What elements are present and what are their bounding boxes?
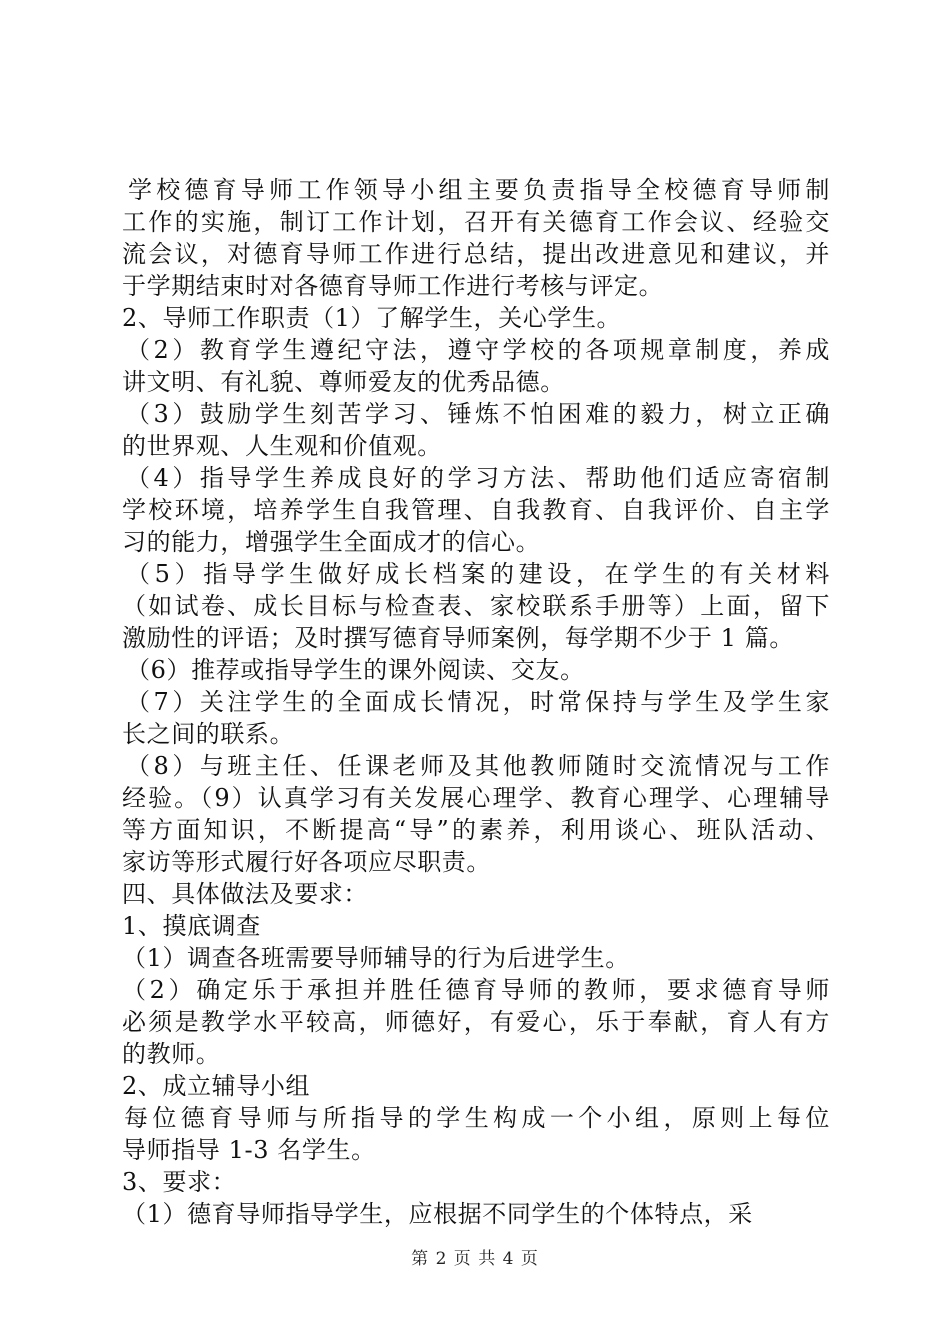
text-line: 导师指导 1-3 名学生。 [122,1136,376,1164]
text-line: 经验。（9）认真学习有关发展心理学、教育心理学、心理辅导 [122,784,830,812]
paragraph [122,1102,830,1166]
text-line: 学校德育导师工作领导小组主要负责指导全校德育导师制 [128,176,830,204]
paragraph [122,174,830,302]
paragraph [122,462,830,558]
text-line: 讲文明、有礼貌、尊师爱友的优秀品德。 [122,368,565,396]
paragraph [122,686,830,750]
document-body [122,174,830,1230]
text-line: （1）调查各班需要导师辅导的行为后进学生。 [122,944,630,972]
text-line: （3）鼓励学生刻苦学习、锤炼不怕困难的毅力，树立正确 [126,400,830,428]
text-line: 1、摸底调查 [122,912,261,940]
text-line: 每位德育导师与所指导的学生构成一个小组，原则上每位 [124,1104,830,1132]
text-line: 于学期结束时对各德育导师工作进行考核与评定。 [122,272,664,300]
paragraph [122,942,830,974]
text-line: 2、导师工作职责（1）了解学生，关心学生。 [122,304,622,332]
paragraph [122,398,830,462]
paragraph [122,878,830,910]
paragraph [122,974,830,1070]
text-line: 的教师。 [122,1040,221,1068]
text-line: （8）与班主任、任课老师及其他教师随时交流情况与工作 [126,752,830,780]
paragraph [122,334,830,398]
text-line: 习的能力，增强学生全面成才的信心。 [122,528,541,556]
paragraph [122,302,830,334]
text-line: （7）关注学生的全面成长情况，时常保持与学生及学生家 [126,688,830,716]
text-line: （4）指导学生养成良好的学习方法、帮助他们适应寄宿制 [126,464,830,492]
paragraph [122,1070,830,1102]
text-line: 学校环境，培养学生自我管理、自我教育、自我评价、自主学 [122,496,830,524]
page-footer: 第 2 页 共 4 页 [411,1249,539,1269]
paragraph [122,750,830,878]
paragraph [122,558,830,654]
text-line: （1）德育导师指导学生，应根据不同学生的个体特点，采 [122,1200,753,1228]
text-line: 工作的实施，制订工作计划，召开有关德育工作会议、经验交 [122,208,830,236]
text-line: 3、要求： [122,1168,237,1196]
text-line: 等方面知识，不断提高“导”的素养，利用谈心、班队活动、 [122,816,830,844]
paragraph [122,654,830,686]
text-line: （6）推荐或指导学生的课外阅读、交友。 [126,656,585,684]
text-line: 的世界观、人生观和价值观。 [122,432,442,460]
text-line: 必须是教学水平较高，师德好，有爱心，乐于奉献，育人有方 [122,1008,830,1036]
text-line: 长之间的联系。 [122,720,295,748]
text-line: 流会议，对德育导师工作进行总结，提出改进意见和建议，并 [122,240,830,268]
text-line: 四、具体做法及要求： [122,880,368,908]
paragraph [122,1166,830,1198]
paragraph [122,1198,830,1230]
text-line: （5）指导学生做好成长档案的建设，在学生的有关材料 [126,560,830,588]
text-line: （2）确定乐于承担并胜任德育导师的教师，要求德育导师 [122,976,830,1004]
text-line: （2）教育学生遵纪守法，遵守学校的各项规章制度，养成 [126,336,830,364]
text-line: （如试卷、成长目标与检查表、家校联系手册等）上面，留下 [122,592,830,620]
text-line: 2、成立辅导小组 [122,1072,311,1100]
paragraph [122,910,830,942]
text-line: 激励性的评语；及时撰写德育导师案例，每学期不少于 1 篇。 [122,624,794,652]
text-line: 家访等形式履行好各项应尽职责。 [122,848,491,876]
